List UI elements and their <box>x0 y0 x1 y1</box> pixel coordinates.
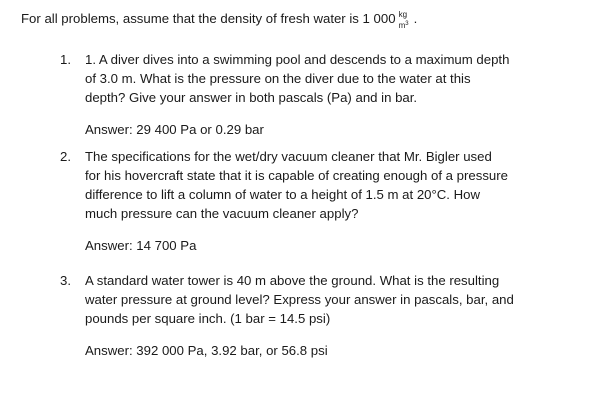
problem-line: pounds per square inch. (1 bar = 14.5 psi) <box>85 311 331 326</box>
problem-line: A standard water tower is 40 m above the ground. What is the resulting <box>85 273 500 288</box>
problem-line: The specifications for the wet/dry vacuum cleaner that Mr. Bigler used <box>85 149 492 164</box>
problem-1 <box>60 50 600 139</box>
problem-line: water pressure at ground level? Express your answer in pascals, bar, and <box>85 292 514 307</box>
problem-2 <box>60 147 600 255</box>
problem-3 <box>60 271 600 360</box>
problem-number: 3. <box>60 273 71 288</box>
unit-denominator-base: m <box>398 21 406 30</box>
problem-answer: Answer: 29 400 Pa or 0.29 bar <box>85 122 264 137</box>
problem-text <box>85 147 600 223</box>
problem-line: depth? Give your answer in both pascals (Pa) and in bar. <box>85 90 418 105</box>
problem-line: for his hovercraft state that it is capable of creating enough of a pressure <box>85 168 508 183</box>
problem-line: difference to lift a column of water to a height of 1.5 m at 20°C. How <box>85 187 481 202</box>
problem-number: 2. <box>60 149 71 164</box>
density-unit-fraction <box>399 9 413 28</box>
problem-line: much pressure can the vacuum cleaner apply? <box>85 206 359 221</box>
problem-line: 1. A diver dives into a swimming pool and descends to a maximum depth <box>85 52 510 67</box>
problem-text <box>85 50 600 107</box>
problem-answer: Answer: 14 700 Pa <box>85 238 197 253</box>
unit-denominator <box>399 21 409 30</box>
intro-text: For all problems, assume that the density of fresh water is 1 000 <box>21 11 396 26</box>
unit-numerator: kg <box>398 10 408 19</box>
problem-line: of 3.0 m. What is the pressure on the diver due to the water at this <box>85 71 471 86</box>
unit-exponent: 3 <box>405 21 409 27</box>
intro-statement <box>21 9 601 28</box>
problem-text <box>85 271 600 328</box>
intro-period: . <box>413 11 418 26</box>
problem-answer: Answer: 392 000 Pa, 3.92 bar, or 56.8 psi <box>85 343 328 358</box>
problem-number: 1. <box>60 52 71 67</box>
